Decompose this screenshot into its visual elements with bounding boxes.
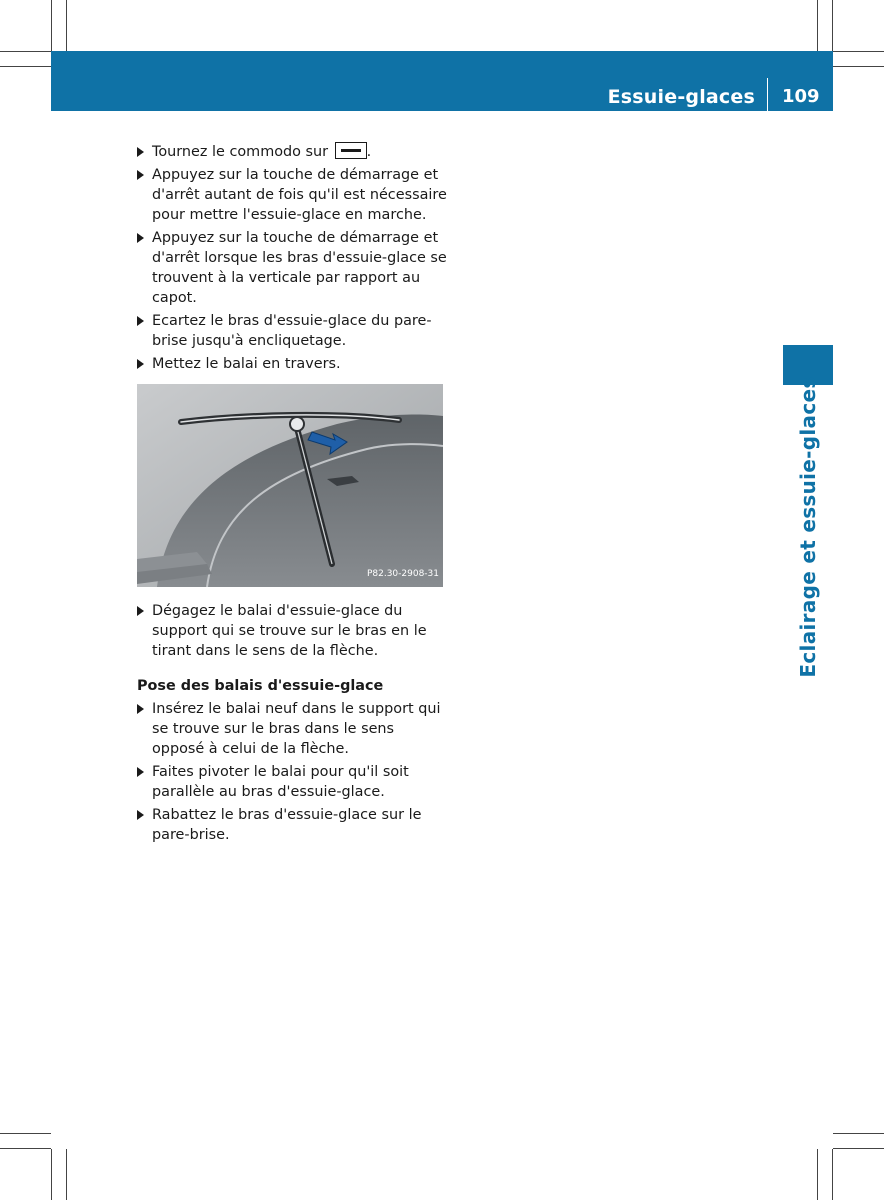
instruction-step — [137, 762, 447, 802]
instruction-step — [137, 165, 447, 225]
instruction-step — [137, 354, 447, 374]
crop-mark — [833, 1148, 884, 1149]
step-text: Faites pivoter le balai pour qu'il soit parallèle au bras d'essuie-glace. — [152, 764, 409, 800]
main-content — [137, 142, 447, 848]
step-arrow-icon — [137, 359, 144, 369]
step-text: Dégagez le balai d'essuie-glace du support qui se trouve sur le bras en le tirant dans le sens de la flèche. — [152, 603, 427, 659]
crop-mark — [51, 0, 52, 51]
step-text: Rabattez le bras d'essuie-glace sur le pare-brise. — [152, 807, 422, 843]
instruction-step — [137, 311, 447, 351]
crop-mark — [833, 51, 884, 52]
step-arrow-icon — [137, 767, 144, 777]
step-arrow-icon — [137, 147, 144, 157]
crop-mark — [832, 0, 833, 51]
instruction-step — [137, 142, 447, 162]
step-text: Insérez le balai neuf dans le support qui se trouve sur le bras dans le sens opposé à celui de la flèche. — [152, 701, 441, 757]
crop-mark — [0, 66, 51, 67]
step-arrow-icon — [137, 810, 144, 820]
section-heading: Pose des balais d'essuie-glace — [137, 678, 384, 694]
instruction-step — [137, 228, 447, 308]
chapter-title: Eclairage et essuie-glaces — [796, 376, 820, 678]
header-divider — [767, 78, 768, 111]
wiper-blade-image — [137, 384, 443, 587]
crop-mark — [833, 66, 884, 67]
crop-mark — [817, 0, 818, 51]
wiper-illustration — [137, 384, 443, 587]
step-text: Mettez le balai en travers. — [152, 356, 341, 372]
crop-mark — [66, 1149, 67, 1200]
step-arrow-icon — [137, 316, 144, 326]
figure-code: P82.30-2908-31 — [366, 569, 439, 579]
step-text: Appuyez sur la touche de démarrage et d'arrêt autant de fois qu'il est nécessaire pour mettre l'essuie-glace en marche. — [152, 167, 447, 223]
step-text-suffix: . — [366, 144, 372, 160]
crop-mark — [817, 1149, 818, 1200]
crop-mark — [0, 1133, 51, 1134]
wiper-switch-position-icon — [335, 142, 367, 159]
crop-mark — [0, 51, 51, 52]
crop-mark — [66, 0, 67, 51]
step-text: Ecartez le bras d'essuie-glace du pare-brise jusqu'à encliquetage. — [152, 313, 432, 349]
step-arrow-icon — [137, 170, 144, 180]
crop-mark — [833, 1133, 884, 1134]
instruction-step — [137, 601, 447, 661]
crop-mark — [832, 1149, 833, 1200]
step-arrow-icon — [137, 606, 144, 616]
instruction-step — [137, 699, 447, 759]
crop-mark — [0, 1148, 51, 1149]
page-number: 109 — [782, 86, 820, 107]
step-arrow-icon — [137, 233, 144, 243]
step-text: Tournez le commodo sur — [152, 144, 329, 160]
section-title: Essuie-glaces — [607, 86, 755, 108]
instruction-step — [137, 805, 447, 845]
crop-mark — [51, 1149, 52, 1200]
step-arrow-icon — [137, 704, 144, 714]
step-text: Appuyez sur la touche de démarrage et d'arrêt lorsque les bras d'essuie-glace se trouvent à la verticale par rapport au capot. — [152, 230, 447, 306]
